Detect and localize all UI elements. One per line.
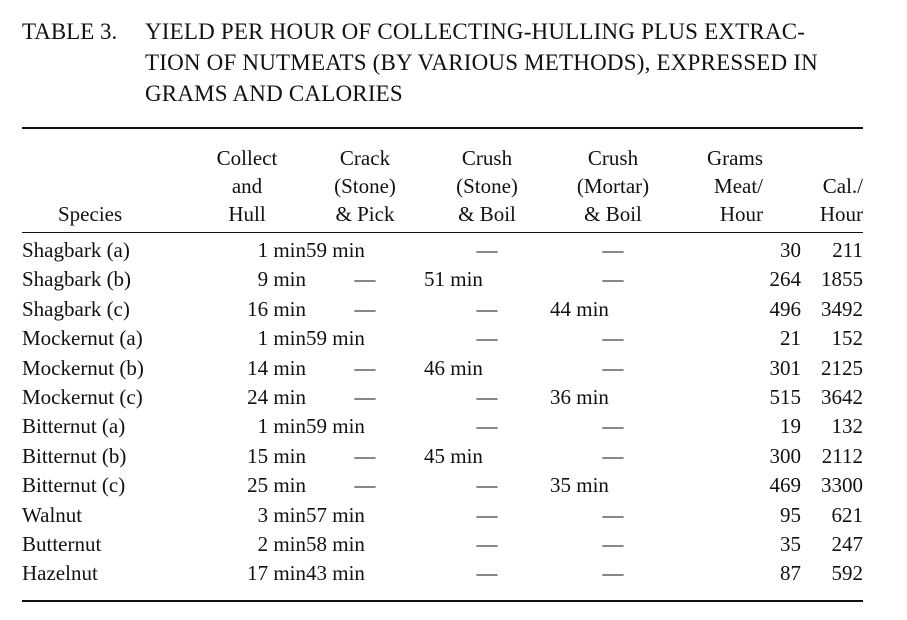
calories-per-hour-cell: 1855	[821, 267, 863, 292]
nutmeat-yield-table	[22, 132, 863, 589]
crush-mortar-boil-cell: —	[602, 355, 624, 380]
calories-per-hour-cell: 152	[831, 326, 863, 351]
crush-stone-boil-cell: —	[476, 414, 498, 439]
crack-pick-cell: —	[354, 267, 376, 292]
calories-per-hour-cell: 2112	[821, 443, 863, 468]
table-row	[22, 471, 863, 500]
species-cell: Bitternut (b)	[22, 443, 127, 468]
collect-hull-cell: 15 min	[247, 443, 306, 468]
calories-per-hour-cell: 592	[831, 561, 863, 586]
grams-per-hour-cell: 496	[769, 296, 801, 321]
table-label: TABLE 3.	[22, 19, 118, 44]
table-bottom-rule	[22, 600, 863, 602]
table-row	[22, 501, 863, 530]
collect-hull-cell: 9 min	[257, 267, 306, 292]
crush-stone-boil-cell: —	[476, 561, 498, 586]
calories-per-hour-cell: 621	[831, 502, 863, 527]
calories-per-hour-cell: 2125	[821, 355, 863, 380]
species-cell: Bitternut (c)	[22, 473, 126, 498]
collect-hull-cell: 2 min	[257, 532, 306, 557]
column-header-species	[22, 132, 188, 228]
crush-mortar-boil-cell: —	[602, 267, 624, 292]
crack-pick-cell: —	[354, 355, 376, 380]
collect-hull-cell: 1 min	[257, 414, 306, 439]
crush-stone-boil-cell: —	[476, 326, 498, 351]
column-header-line: & Boil	[458, 202, 516, 226]
table-row	[22, 383, 863, 412]
column-header-collect-hull	[188, 132, 306, 228]
crush-stone-boil-cell: —	[476, 238, 498, 262]
grams-per-hour-cell: 301	[769, 355, 801, 380]
species-cell: Walnut	[22, 502, 83, 527]
table-body	[22, 228, 863, 589]
grams-per-hour-cell: 30	[780, 238, 801, 262]
species-cell: Bitternut (a)	[22, 414, 126, 439]
column-header-line: Crush	[461, 146, 513, 170]
crush-mortar-boil-cell: —	[602, 326, 624, 351]
grams-per-hour-cell: 95	[780, 502, 801, 527]
table-title	[145, 16, 890, 109]
column-header-line: Meat/	[714, 174, 763, 198]
species-cell: Mockernut (c)	[22, 385, 143, 410]
column-header-line: (Mortar)	[576, 174, 650, 198]
crack-pick-cell: 59 min	[306, 414, 365, 439]
table-row	[22, 442, 863, 471]
crush-mortar-boil-cell: —	[602, 561, 624, 586]
species-cell: Hazelnut	[22, 561, 98, 586]
collect-hull-cell: 16 min	[247, 296, 306, 321]
calories-per-hour-cell: 247	[831, 532, 863, 557]
column-header-line: Hour	[719, 202, 763, 226]
column-header-line: & Pick	[335, 202, 395, 226]
crack-pick-cell: —	[354, 473, 376, 498]
column-header-grams-per-hour	[676, 132, 801, 228]
crack-pick-cell: 58 min	[306, 532, 365, 557]
species-cell: Butternut	[22, 532, 102, 557]
grams-per-hour-cell: 300	[769, 443, 801, 468]
crush-mortar-boil-cell: 35 min	[550, 473, 609, 498]
crack-pick-cell: 59 min	[306, 326, 365, 351]
grams-per-hour-cell: 469	[769, 473, 801, 498]
column-header-line: (Stone)	[456, 174, 518, 198]
grams-per-hour-cell: 21	[780, 326, 801, 351]
crush-stone-boil-cell: 46 min	[424, 355, 483, 380]
crack-pick-cell: 57 min	[306, 502, 365, 527]
crush-stone-boil-cell: 45 min	[424, 443, 483, 468]
collect-hull-cell: 1 min	[257, 238, 306, 262]
calories-per-hour-cell: 211	[832, 238, 863, 262]
crack-pick-cell: —	[354, 443, 376, 468]
species-cell: Mockernut (a)	[22, 326, 143, 351]
collect-hull-cell: 25 min	[247, 473, 306, 498]
column-header-line: (Stone)	[334, 174, 396, 198]
crush-mortar-boil-cell: —	[602, 414, 624, 439]
table-row	[22, 354, 863, 383]
species-cell: Mockernut (b)	[22, 355, 144, 380]
column-header-line: Collect	[216, 146, 278, 170]
collect-hull-cell: 17 min	[247, 561, 306, 586]
collect-hull-cell: 3 min	[257, 502, 306, 527]
table-row	[22, 530, 863, 559]
table-row	[22, 324, 863, 353]
crush-stone-boil-cell: 51 min	[424, 267, 483, 292]
crush-mortar-boil-cell: 44 min	[550, 296, 609, 321]
column-header-line: Crack	[339, 146, 391, 170]
column-header-line: Hour	[819, 202, 863, 226]
grams-per-hour-cell: 87	[780, 561, 801, 586]
crush-stone-boil-cell: —	[476, 473, 498, 498]
crush-mortar-boil-cell: 36 min	[550, 385, 609, 410]
table-row	[22, 412, 863, 441]
crack-pick-cell: 43 min	[306, 561, 365, 586]
crush-stone-boil-cell: —	[476, 502, 498, 527]
column-header-line: Crush	[587, 146, 639, 170]
table-title-line: TION OF NUTMEATS (BY VARIOUS METHODS), EXPRESSED IN	[145, 50, 818, 75]
crush-stone-boil-cell: —	[476, 385, 498, 410]
calories-per-hour-cell: 3300	[821, 473, 863, 498]
grams-per-hour-cell: 264	[769, 267, 801, 292]
column-header-line: Grams	[707, 146, 763, 170]
column-header-line: Species	[58, 202, 123, 226]
crush-mortar-boil-cell: —	[602, 532, 624, 557]
collect-hull-cell: 24 min	[247, 385, 306, 410]
table-row	[22, 265, 863, 294]
species-cell: Shagbark (c)	[22, 296, 130, 321]
column-header-crack-pick	[306, 132, 424, 228]
crush-mortar-boil-cell: —	[602, 443, 624, 468]
table-title-line: GRAMS AND CALORIES	[145, 81, 403, 106]
crush-mortar-boil-cell: —	[602, 238, 624, 262]
column-header-line: & Boil	[584, 202, 642, 226]
crush-mortar-boil-cell: —	[602, 502, 624, 527]
table-title-line: YIELD PER HOUR OF COLLECTING-HULLING PLUS EXTRAC-	[145, 19, 806, 44]
species-cell: Shagbark (a)	[22, 238, 130, 262]
column-header-crush-mortar-boil	[550, 132, 676, 228]
crack-pick-cell: 59 min	[306, 238, 365, 262]
header-row	[22, 132, 863, 228]
crack-pick-cell: —	[354, 385, 376, 410]
column-header-calories-per-hour	[801, 132, 863, 228]
column-header-crush-stone-boil	[424, 132, 550, 228]
calories-per-hour-cell: 3492	[821, 296, 863, 321]
collect-hull-cell: 1 min	[257, 326, 306, 351]
column-header-line: and	[231, 174, 263, 198]
column-header-line: Cal./	[822, 174, 863, 198]
table-row	[22, 559, 863, 588]
grams-per-hour-cell: 35	[780, 532, 801, 557]
table-row	[22, 228, 863, 265]
table-row	[22, 295, 863, 324]
crush-stone-boil-cell: —	[476, 532, 498, 557]
calories-per-hour-cell: 132	[831, 414, 863, 439]
species-cell: Shagbark (b)	[22, 267, 132, 292]
calories-per-hour-cell: 3642	[821, 385, 863, 410]
grams-per-hour-cell: 19	[780, 414, 801, 439]
column-header-line: Hull	[228, 202, 266, 226]
grams-per-hour-cell: 515	[769, 385, 801, 410]
crush-stone-boil-cell: —	[476, 296, 498, 321]
collect-hull-cell: 14 min	[247, 355, 306, 380]
table-top-rule	[22, 127, 863, 129]
crack-pick-cell: —	[354, 296, 376, 321]
